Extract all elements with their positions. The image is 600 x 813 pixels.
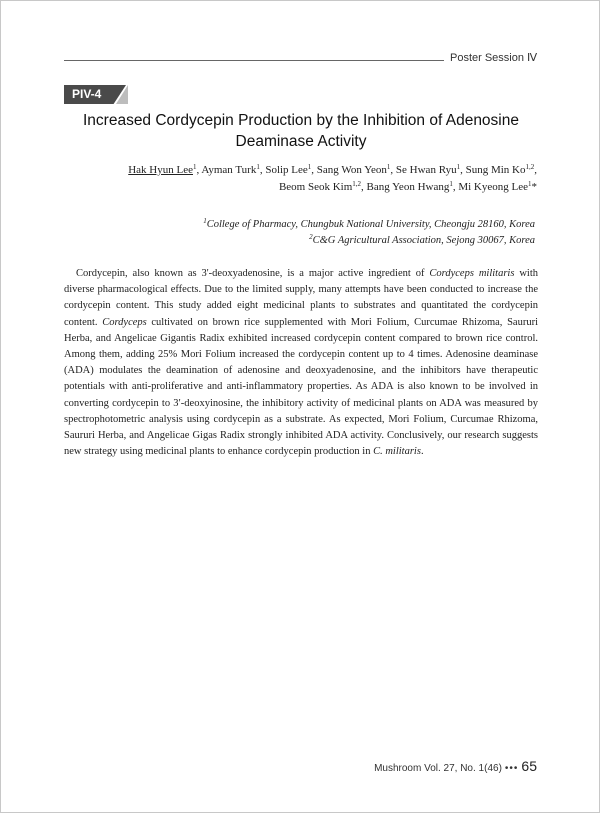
author-corresponding-mark: * [531, 181, 537, 193]
author-name: Solip Lee [265, 164, 308, 176]
abstract-species-name: Cordyceps militaris [429, 268, 515, 279]
author [265, 164, 316, 176]
abstract-text: Cordycepin, also known as 3'-deoxyadenosine, is a major active ingredient of [76, 268, 430, 279]
author-separator: , [534, 164, 537, 176]
abstract-text: cultivated on brown rice supplemented with Mori Folium, Curcumae Rhizoma, Saururi Herba, and Angelicae Gigantis Radix exhibited increased cordycepin content compared to brown rice control. Among them, adding 25% Mori Folium increased the cordycepin content up to 4 times. Adenosine deaminase (ADA) modulates the deamination of adenosine and deoxyadenosine, and the inhibitors have therapeutic potentials with anti-proliferative and anti-inflammatory properties. As ADA is also known to be involved in converting cordycepin to 3′-deoxyinosine, the inhibitory activity of medicinal plants on ADA was measured by spectrophotometric analysis using cordycepin as a substrate. As expected, Mori Folium, Curcumae Rhizoma, Saururi Herba, and Angelicae Gigas Radix strongly inhibited ADA activity. Conclusively, our research suggests new strategy using medicinal plants to enhance cordycepin production in [64, 316, 539, 458]
affiliation-mark: 2 [309, 233, 313, 241]
author [458, 181, 537, 193]
poster-badge [64, 85, 126, 104]
author-separator: , [259, 164, 266, 176]
author-name: Sang Won Yeon [316, 164, 387, 176]
affiliation-1 [41, 219, 535, 230]
affiliation-mark: 1 [203, 217, 207, 225]
author-name: Beom Seok Kim [278, 181, 353, 193]
paper-title [61, 110, 541, 152]
author-separator: , [361, 181, 367, 193]
author-affil-mark: 1 [528, 180, 532, 188]
author-list [41, 162, 537, 196]
author-name: Ayman Turk [201, 164, 257, 176]
author-name: Se Hwan Ryu [395, 164, 457, 176]
author-name: Mi Kyeong Lee [458, 181, 528, 193]
author [201, 164, 265, 176]
author-affil-mark: 1 [456, 163, 461, 171]
abstract-body [64, 266, 538, 460]
author-separator: , [196, 164, 202, 176]
author-separator: , [452, 181, 459, 193]
author [317, 164, 396, 176]
journal-citation: Mushroom Vol. 27, No. 1(46) [374, 763, 502, 774]
author-affil-mark: 1 [193, 163, 197, 171]
author-affil-mark: 1 [449, 180, 453, 188]
abstract-species-name: C. militaris [373, 446, 421, 458]
author-name: Sung Min Ko [465, 164, 526, 176]
affiliation-text: C&G Agricultural Association, Sejong 30067, Korea [312, 235, 535, 246]
author-name: Hak Hyun Lee [128, 164, 193, 176]
author-name: Bang Yeon Hwang [366, 181, 450, 193]
author-affil-mark: 1 [256, 163, 260, 171]
author-separator: , [390, 164, 396, 176]
header-rule [64, 60, 444, 61]
author [396, 164, 466, 176]
abstract-text: . [420, 446, 424, 458]
session-label: Poster Session Ⅳ [450, 52, 538, 64]
affiliation-text: College of Pharmacy, Chungbuk National University, Cheongju 28160, Korea [206, 219, 535, 230]
page-number: 65 [521, 758, 537, 774]
abstract-genus-name: Cordyceps [102, 316, 147, 328]
author [279, 181, 367, 193]
author [128, 164, 201, 176]
author [367, 181, 459, 193]
author-affil-mark: 1,2 [525, 163, 535, 171]
author-separator: , [311, 164, 317, 176]
footer-dots: ••• [504, 763, 519, 774]
affiliation-2 [41, 235, 535, 246]
author-affil-mark: 1,2 [352, 180, 362, 188]
title-line-1: Increased Cordycepin Production by the Inhibition of Adenosine [82, 112, 519, 129]
abstract-text: with diverse pharmacological effects. Due to the limited supply, many attempts have been conducted to increase the cordycepin content. This study added eight medicinal plants to substrates and quantitated the cordycepin content. [64, 268, 539, 328]
author-affil-mark: 1 [307, 163, 312, 171]
page-footer [341, 758, 537, 776]
author-separator: , [460, 164, 466, 176]
title-line-2: Deaminase Activity [235, 133, 367, 150]
badge-label: PIV-4 [72, 87, 102, 101]
author [466, 164, 537, 176]
author-affil-mark: 1 [386, 163, 391, 171]
